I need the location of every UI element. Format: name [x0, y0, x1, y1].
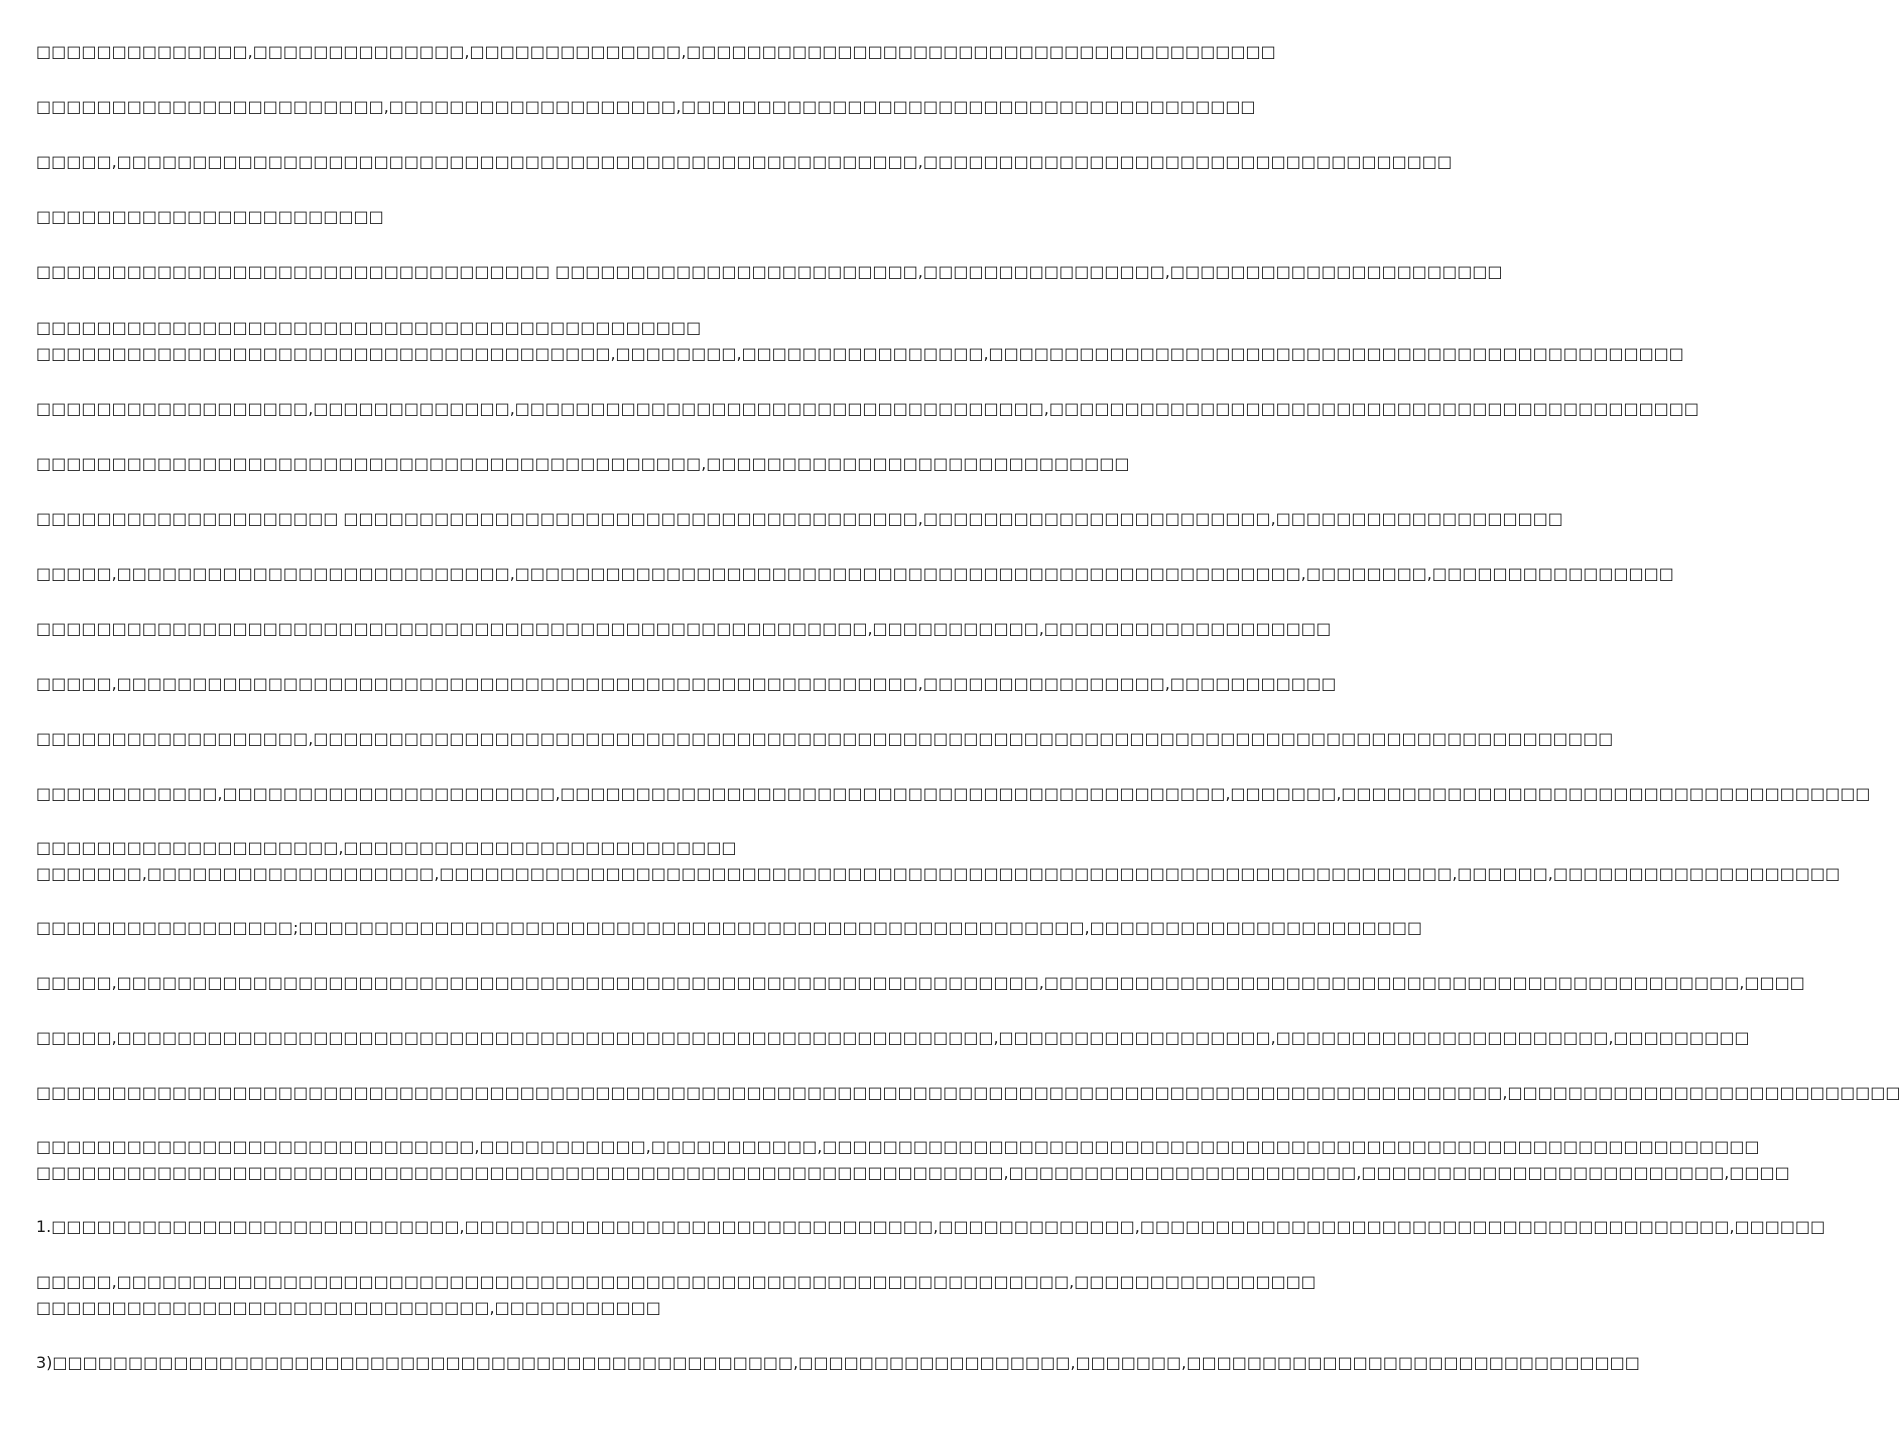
text-line: □□□□□,□□□□□□□□□□□□□□□□□□□□□□□□□□□□□□□□□□□□□□□□□□□□□□□□□□□□□,□□□□□□□□□□□□□□□□,□□□□□□□□□□□	[36, 674, 1337, 693]
text-line: □□□□□□□□□□□□□□□□□□□□□□□	[36, 207, 384, 226]
text-line: □□□□□□□□□□□□□□□□□□,□□□□□□□□□□□□□□□□□□□□□□□□□□□□□□□□□□□□□□□□□□□□□□□□□□□□□□□□□□□□□□□□□□□□□□□□□□□□□□□□□□□□□□	[36, 729, 1614, 748]
text-line: □□□□□□□□□□□□□□□□□□□□□□□□□□□□□□□□□□□□□□□□□□□□□□□□□□□□□□□□□□□□□□□□□□□□□□□□□□□□□□□□□□□□□□□□□□□□□□□□□,□□□□□□□□□□□□□□□□□□□□□□□□□□	[36, 1083, 1901, 1102]
text-line: □□□□□□□□□□□□□□□□□□□□□□□□□□□□□□□□□□ □□□□□□□□□□□□□□□□□□□□□□□□,□□□□□□□□□□□□□□□□,□□□□□□□□□□□□□□□□□□□□□□	[36, 262, 1503, 281]
text-line: □□□□□□□□□□□□□□□□□□,□□□□□□□□□□□□□,□□□□□□□□□□□□□□□□□□□□□□□□□□□□□□□□□□□,□□□□□□□□□□□□□□□□□□□□□□□□□□□□□□□□□□□□□□□□□□□	[36, 399, 1700, 418]
text-line: 3)□□□□□□□□□□□□□□□□□□□□□□□□□□□□□□□□□□□□□□□□□□□□□□□□□,□□□□□□□□□□□□□□□□□□,□□□□□□□,□□□□□□□□□□□□□□□□□□□□□□□□□□□□□□	[36, 1353, 1640, 1372]
text-line: □□□□□□□□□□□□□□□□□□□□,□□□□□□□□□□□□□□□□□□□□□□□□□□	[36, 838, 737, 857]
text-line: □□□□□,□□□□□□□□□□□□□□□□□□□□□□□□□□□□□□□□□□□□□□□□□□□□□□□□□□□□□□□□□□□□□,□□□□□□□□□□□□□□□□□□□□□□□□□□□□□□□□□□□□□□□□□□□□□□,□□□□	[36, 973, 1805, 992]
text-line: □□□□□□□□□□□□,□□□□□□□□□□□□□□□□□□□□□□,□□□□□□□□□□□□□□□□□□□□□□□□□□□□□□□□□□□□□□□□□□□□,□□□□□□□,□□□□□□□□□□□□□□□□□□□□□□□□□□□□□□□□□□□	[36, 784, 1871, 803]
text-line: □□□□□,□□□□□□□□□□□□□□□□□□□□□□□□□□,□□□□□□□□□□□□□□□□□□□□□□□□□□□□□□□□□□□□□□□□□□□□□□□□□□□□,□□□□□□□□,□□□□□□□□□□□□□□□□	[36, 564, 1674, 583]
text-line: □□□□□□□□□□□□□□□□□□□□□□□□□□□□□□,□□□□□□□□□□□	[36, 1298, 661, 1317]
text-line: □□□□□,□□□□□□□□□□□□□□□□□□□□□□□□□□□□□□□□□□□□□□□□□□□□□□□□□□□□□□□□□□,□□□□□□□□□□□□□□□□□□,□□□□□□□□□□□□□□□□□□□□□□,□□□□□□□□□	[36, 1028, 1750, 1047]
text-line: □□□□□□□□□□□□□□□□□□□□□□□□□□□□□□□□□□□□□□,□□□□□□□□,□□□□□□□□□□□□□□□□,□□□□□□□□□□□□□□□□□□□□□□□□□□□□□□□□□□□□□□□□□□□□□□	[36, 344, 1684, 363]
text-line: □□□□□,□□□□□□□□□□□□□□□□□□□□□□□□□□□□□□□□□□□□□□□□□□□□□□□□□□□□□□□□□□□□□□□,□□□□□□□□□□□□□□□□	[36, 1272, 1317, 1291]
text-line: □□□□□□□,□□□□□□□□□□□□□□□□□□□,□□□□□□□□□□□□□□□□□□□□□□□□□□□□□□□□□□□□□□□□□□□□□□□□□□□□□□□□□□□□□□□□□□□,□□□□□□,□□□□□□□□□□□□□□□□□□□	[36, 864, 1841, 883]
text-line: 1.□□□□□□□□□□□□□□□□□□□□□□□□□□□,□□□□□□□□□□□□□□□□□□□□□□□□□□□□□□□,□□□□□□□□□□□□□,□□□□□□□□□□□□□□□□□□□□□□□□□□□□□□□□□□□□□□□,□□□□□□	[36, 1217, 1826, 1236]
text-line: □□□□□□□□□□□□□□□□□□□□□□□□□□□□□□□□□□□□□□□□□□□□	[36, 318, 702, 337]
text-line: □□□□□□□□□□□□□□□□□□□□□□□□□□□□□,□□□□□□□□□□□,□□□□□□□□□□□,□□□□□□□□□□□□□□□□□□□□□□□□□□□□□□□□□□□□□□□□□□□□□□□□□□□□□□□□□□□□□□	[36, 1137, 1760, 1156]
text-line: □□□□□□□□□□□□□□□□□□□□ □□□□□□□□□□□□□□□□□□□□□□□□□□□□□□□□□□□□□□,□□□□□□□□□□□□□□□□□□□□□□□,□□□□□□□□□□□□□□□□□□□	[36, 509, 1563, 528]
text-line: □□□□□□□□□□□□□□□□□□□□□□□,□□□□□□□□□□□□□□□□□□□,□□□□□□□□□□□□□□□□□□□□□□□□□□□□□□□□□□□□□□	[36, 97, 1256, 116]
text-line: □□□□□□□□□□□□□□,□□□□□□□□□□□□□□,□□□□□□□□□□□□□□,□□□□□□□□□□□□□□□□□□□□□□□□□□□□□□□□□□□□□□□	[36, 42, 1276, 61]
text-line: □□□□□,□□□□□□□□□□□□□□□□□□□□□□□□□□□□□□□□□□□□□□□□□□□□□□□□□□□□□,□□□□□□□□□□□□□□□□□□□□□□□□□□□□□□□□□□□	[36, 152, 1453, 171]
text-line: □□□□□□□□□□□□□□□□□□□□□□□□□□□□□□□□□□□□□□□□□□□□□□□□□□□□□□□□□□□□□□□□,□□□□□□□□□□□□□□□□□□□□□□□,□□□□□□□□□□□□□□□□□□□□□□□□,□□□□	[36, 1163, 1790, 1182]
text-line: □□□□□□□□□□□□□□□□□;□□□□□□□□□□□□□□□□□□□□□□□□□□□□□□□□□□□□□□□□□□□□□□□□□□□□,□□□□□□□□□□□□□□□□□□□□□□	[36, 918, 1423, 937]
text-line: □□□□□□□□□□□□□□□□□□□□□□□□□□□□□□□□□□□□□□□□□□□□,□□□□□□□□□□□□□□□□□□□□□□□□□□□□	[36, 454, 1130, 473]
text-line: □□□□□□□□□□□□□□□□□□□□□□□□□□□□□□□□□□□□□□□□□□□□□□□□□□□□□□□,□□□□□□□□□□□,□□□□□□□□□□□□□□□□□□□	[36, 619, 1332, 638]
